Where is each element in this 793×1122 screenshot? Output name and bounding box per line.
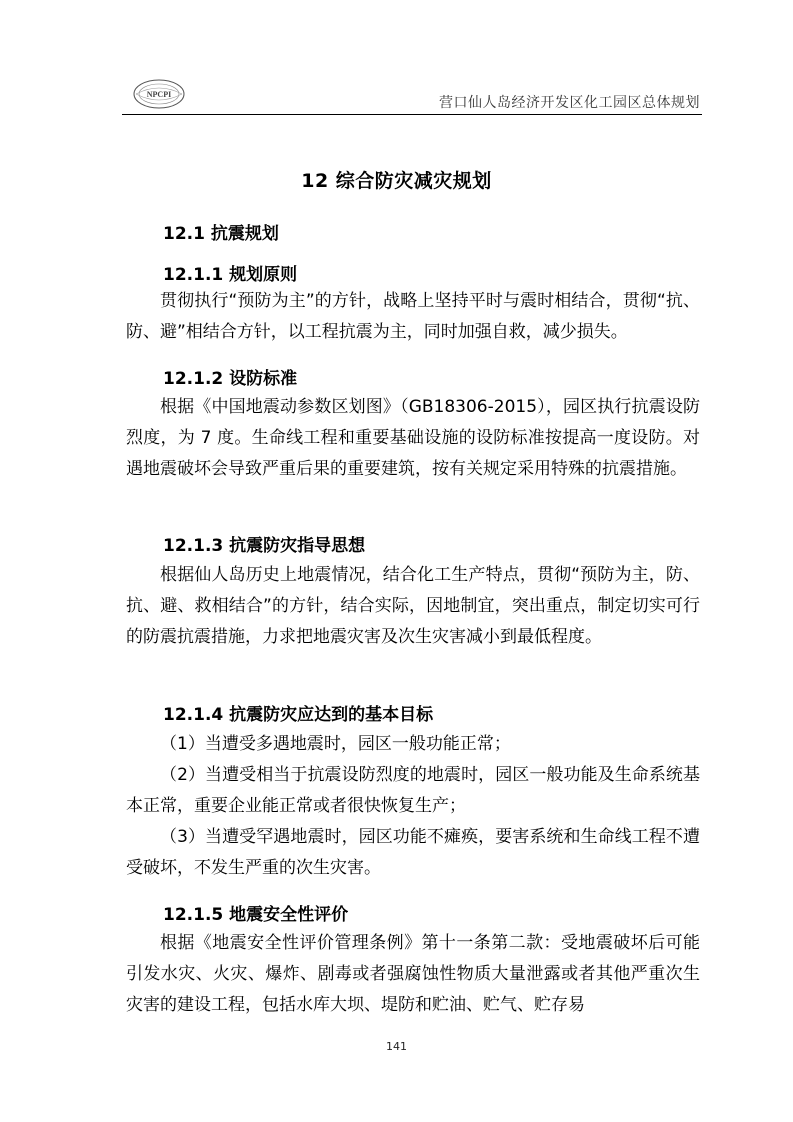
npcpi-logo bbox=[132, 78, 186, 110]
paragraph-planning-principle: 贯彻执行“预防为主”的方针，战略上坚持平时与震时相结合，贯彻“抗、防、避”相结合方针，以工程抗震为主，同时加强自救，减少损失。 bbox=[126, 291, 700, 342]
paragraph-guiding-ideology: 根据仙人岛历史上地震情况，结合化工生产特点，贯彻“预防为主，防、抗、避、救相结合”的方针，结合实际，因地制宜，突出重点，制定切实可行的防震抗震措施，力求把地震灾害及次生灾害减小到最低程度。 bbox=[126, 565, 700, 647]
paragraph-seismic-safety-evaluation: 根据《地震安全性评价管理条例》第十一条第二款：受地震破坏后可能引发水灾、火灾、爆炸、剧毒或者强腐蚀性物质大量泄露或者其他严重次生灾害的建设工程，包括水库大坝、堤防和贮油、贮气、贮存易 bbox=[126, 933, 700, 1015]
section-heading-12-1-3: 12.1.3 抗震防灾指导思想 bbox=[163, 536, 366, 556]
header-divider bbox=[122, 114, 702, 115]
section-heading-12-1-5: 12.1.5 地震安全性评价 bbox=[163, 905, 349, 925]
section-heading-12-1-4: 12.1.4 抗震防灾应达到的基本目标 bbox=[163, 705, 434, 725]
section-heading-12-1: 12.1 抗震规划 bbox=[163, 224, 279, 244]
goal-item-1: （1）当遭受多遇地震时，园区一般功能正常； bbox=[160, 734, 511, 754]
paragraph-fortification-standard: 根据《中国地震动参数区划图》（GB18306-2015），园区执行抗震设防烈度，为 7 度。生命线工程和重要基础设施的设防标准按提高一度设防。对遇地震破坏会导致严重后果的重要建筑，按有关规定采用特殊的抗震措施。 bbox=[126, 397, 700, 479]
logo-text: NPCPI bbox=[146, 90, 172, 99]
page-header bbox=[122, 72, 702, 116]
page-number: 141 bbox=[386, 1040, 407, 1053]
section-heading-12-1-1: 12.1.1 规划原则 bbox=[163, 265, 298, 285]
section-heading-12-1-2: 12.1.2 设防标准 bbox=[163, 369, 298, 389]
document-title: 营口仙人岛经济开发区化工园区总体规划 bbox=[439, 95, 700, 111]
chapter-title: 12 综合防灾减灾规划 bbox=[301, 170, 492, 192]
goal-item-3: （3）当遭受罕遇地震时，园区功能不瘫痪，要害系统和生命线工程不遭受破坏，不发生严重的次生灾害。 bbox=[126, 827, 700, 878]
goal-item-2: （2）当遭受相当于抗震设防烈度的地震时，园区一般功能及生命系统基本正常，重要企业能正常或者很快恢复生产； bbox=[126, 765, 700, 816]
